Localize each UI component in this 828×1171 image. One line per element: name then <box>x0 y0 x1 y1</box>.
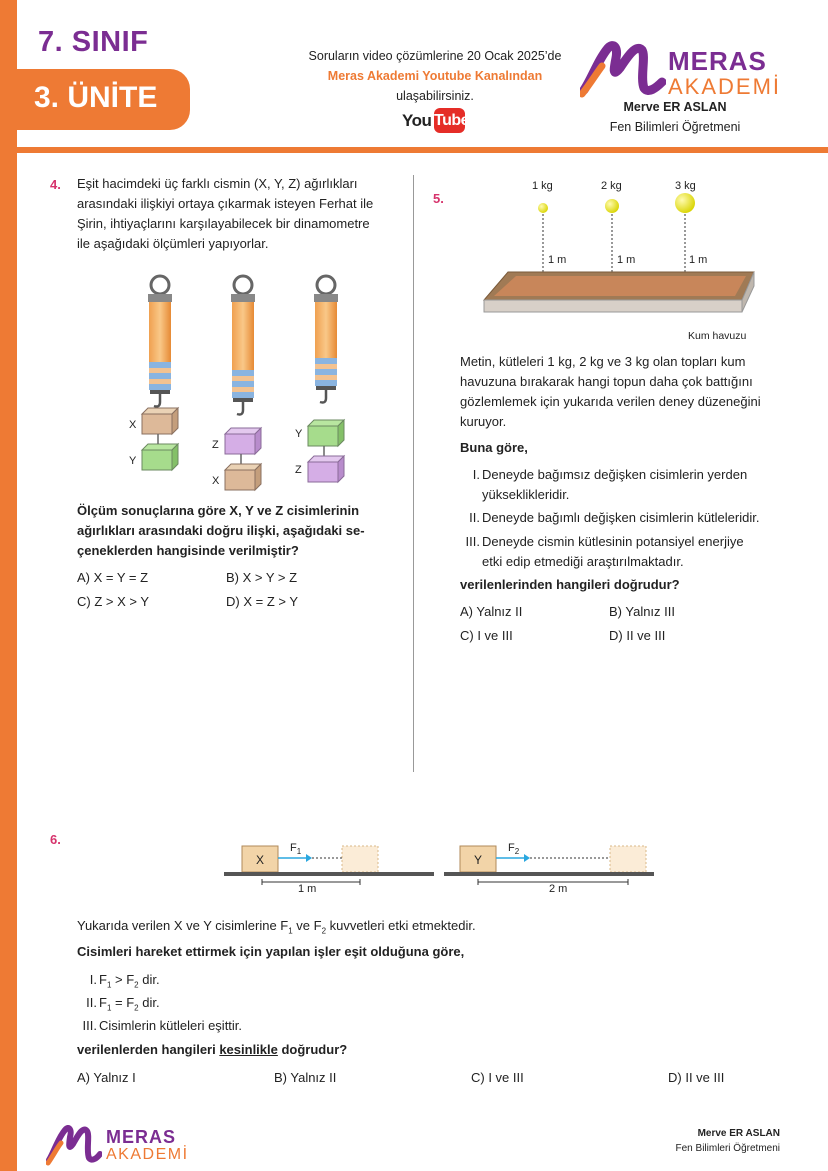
q4-option-d[interactable]: D) X = Z > Y <box>226 594 299 609</box>
meras-m-icon <box>580 38 666 98</box>
q6-s1-op: > F <box>111 972 135 987</box>
q6-s2-f: F <box>99 995 107 1010</box>
meras-logo <box>580 38 780 98</box>
q4-label-y3: Y <box>295 428 303 440</box>
q5-statement-1 <box>482 465 778 505</box>
q6-number: 6. <box>50 832 61 847</box>
q4-question-line: çeneklerden hangisinde verilmiştir? <box>77 543 299 558</box>
q5-statement-line: Deneyde cismin kütlesinin potansiyel enerjiye <box>482 534 744 549</box>
q6-option-b[interactable]: B) Yalnız II <box>274 1070 337 1085</box>
ball-2kg <box>605 199 619 213</box>
sandbox-label: Kum havuzu <box>688 330 747 342</box>
q6-statement-num: III. <box>82 1018 97 1033</box>
q4-question <box>77 501 395 561</box>
q6-s1-tail: dir. <box>138 972 160 987</box>
q6-question-2-part: verilenlerden hangileri <box>77 1042 220 1057</box>
ball-3kg <box>675 193 695 213</box>
q6-statement-1 <box>99 970 160 996</box>
q5-option-c[interactable]: C) I ve III <box>460 628 513 643</box>
distance-1m-label: 1 m <box>298 883 317 895</box>
q6-stem-sub1: 1 <box>288 926 293 936</box>
q4-stem-line: Şirin, ihtiyaçlarını karşılayabilecek bir dinamometre <box>77 216 370 231</box>
video-notice <box>290 46 580 106</box>
q5-statement-line: etki edip etmediği araştırılmaktadır. <box>482 554 684 569</box>
q6-statement-num: I. <box>89 972 97 987</box>
q6-s1-sub: 1 <box>106 980 112 990</box>
q4-question-line: Ölçüm sonuçlarına göre X, Y ve Z cisimlerinin <box>77 503 360 518</box>
q4-dynamometer-figure <box>120 272 360 494</box>
q5-stem-line: gözlemlemek için yukarıda verilen deney düzeneğini <box>460 394 761 409</box>
q5-option-a[interactable]: A) Yalnız II <box>460 604 523 619</box>
unit-tab: 3. ÜNİTE <box>0 69 190 130</box>
footer-logo <box>46 1122 189 1166</box>
header-divider <box>17 147 828 153</box>
q6-statement-3: Cisimlerin kütleleri eşittir. <box>99 1018 243 1033</box>
q4-stem-line: Eşit hacimdeki üç farklı cismin (X, Y, Z) ağırlıkları <box>77 176 358 191</box>
q4-label-y1: Y <box>129 455 137 467</box>
q6-s2-tail: dir. <box>138 995 160 1010</box>
footer-teacher-role: Fen Bilimleri Öğretmeni <box>675 1143 780 1154</box>
q6-option-d[interactable]: D) II ve III <box>668 1070 725 1085</box>
height-label-2: 1 m <box>617 254 636 266</box>
ground <box>444 872 654 876</box>
q4-label-x1: X <box>129 419 137 431</box>
q5-stem-line: kuruyor. <box>460 414 507 429</box>
q5-stem-line: Metin, kütleleri 1 kg, 2 kg ve 3 kg olan topları kum <box>460 354 746 369</box>
q6-option-a[interactable]: A) Yalnız I <box>77 1070 136 1085</box>
q4-label-z2: Z <box>212 439 219 451</box>
block-y-label: Y <box>474 853 483 867</box>
footer-brand-name: MERAS <box>106 1127 177 1147</box>
q6-stem-part: ve F <box>292 918 322 933</box>
q5-number: 5. <box>433 191 444 206</box>
q5-statement-num: II. <box>469 510 480 525</box>
brand-subtitle: AKADEMİ <box>668 74 782 99</box>
q6-s2-sub: 2 <box>134 1003 139 1013</box>
grade-title: 7. SINIF <box>38 26 149 58</box>
q4-stem-line: ile aşağıdaki ölçümleri yapıyorlar. <box>77 236 269 251</box>
teacher-role: Fen Bilimleri Öğretmeni <box>609 120 741 134</box>
q6-question-1: Cisimleri hareket ettirmek için yapılan işler eşit olduğuna göre, <box>77 944 465 959</box>
video-notice-channel: Meras Akademi Youtube Kanalından <box>327 69 543 83</box>
block-y-final <box>610 846 646 872</box>
q5-stem <box>460 352 778 432</box>
youtube-logo-you: You <box>402 111 432 130</box>
q4-stem-line: arasındaki ilişkiyi ortaya çıkarmak isteyen Ferhat ile <box>77 196 374 211</box>
ground <box>224 872 434 876</box>
q4-question-line: ağırlıkları arasındaki doğru ilişki, aşağıdaki se- <box>77 523 365 538</box>
q6-question-2 <box>77 1040 347 1060</box>
height-label-1: 1 m <box>548 254 567 266</box>
q6-s2-sub: 1 <box>106 1003 112 1013</box>
q4-label-z3: Z <box>295 464 302 476</box>
q6-question-2-emphasis: kesinlikle <box>219 1042 278 1057</box>
force-f1-label <box>290 838 301 862</box>
q4-option-a[interactable]: A) X = Y = Z <box>77 570 149 585</box>
block-x-final <box>342 846 378 872</box>
q6-s2-op: = F <box>111 995 135 1010</box>
youtube-logo-tube: Tube <box>434 108 465 133</box>
force-f1-symbol: F <box>290 842 297 854</box>
meras-m-icon <box>46 1122 102 1166</box>
block-x-label: X <box>256 853 265 867</box>
q5-statement-num: I. <box>472 467 480 482</box>
q4-number: 4. <box>50 177 61 192</box>
left-accent-stripe <box>0 0 17 1171</box>
column-divider <box>413 175 414 772</box>
q4-option-b[interactable]: B) X > Y > Z <box>226 570 298 585</box>
q5-statement-line: yükseklikleridir. <box>482 487 570 502</box>
ball-1kg <box>538 203 548 213</box>
distance-2m-label: 2 m <box>549 883 568 895</box>
footer-teacher-name: Merve ER ASLAN <box>697 1128 780 1139</box>
video-notice-line1: Soruların video çözümlerine 20 Ocak 2025’de <box>308 49 562 63</box>
q6-stem-part: kuvvetleri etki etmektedir. <box>326 918 476 933</box>
q5-option-d[interactable]: D) II ve III <box>609 628 666 643</box>
q6-statement-2 <box>99 993 160 1019</box>
force-f2-symbol: F <box>508 842 515 854</box>
force-arrowhead-f2 <box>524 854 530 862</box>
force-f1-sub: 1 <box>296 847 302 857</box>
q6-option-c[interactable]: C) I ve III <box>471 1070 524 1085</box>
dynamometer-2 <box>225 276 261 490</box>
height-label-3: 1 m <box>689 254 708 266</box>
dynamometer-1 <box>142 276 178 470</box>
q4-stem <box>77 174 395 254</box>
q6-statement-num: II. <box>86 995 97 1010</box>
q5-prompt: Buna göre, <box>460 440 528 455</box>
q5-statement-num: III. <box>465 534 480 549</box>
footer-brand-subtitle: AKADEMİ <box>106 1146 189 1163</box>
q4-label-x2: X <box>212 475 220 487</box>
sand-surface <box>494 276 746 296</box>
brand-name: MERAS <box>668 46 767 76</box>
q6-question-2-part: doğrudur? <box>277 1042 348 1057</box>
q6-s1-f: F <box>99 972 107 987</box>
force-arrowhead-f1 <box>306 854 312 862</box>
sandbox-front <box>484 300 742 312</box>
q5-statement-line: Deneyde bağımsız değişken cisimlerin yerden <box>482 467 748 482</box>
q5-stem-line: havuzuna bırakarak hangi topun daha çok battığını <box>460 374 753 389</box>
q6-stem-sub2: 2 <box>321 926 327 936</box>
dynamometer-3 <box>308 276 344 482</box>
q6-stem-part: Yukarıda verilen X ve Y cisimlerine F <box>77 918 289 933</box>
teacher-name: Merve ER ASLAN <box>623 100 727 114</box>
ball-label-3kg: 3 kg <box>675 180 696 192</box>
ball-label-1kg: 1 kg <box>532 180 553 192</box>
q5-question: verilenlerinden hangileri doğrudur? <box>460 577 680 592</box>
q5-option-b[interactable]: B) Yalnız III <box>609 604 675 619</box>
q6-s1-sub: 2 <box>134 980 139 990</box>
q5-statement-3 <box>482 532 778 572</box>
force-f2-sub: 2 <box>514 847 520 857</box>
q6-stem <box>77 916 476 942</box>
q6-figure-1 <box>222 838 436 898</box>
force-f2-label <box>508 838 519 862</box>
q5-statement-2: Deneyde bağımlı değişken cisimlerin kütleleridir. <box>482 510 760 525</box>
q4-option-c[interactable]: C) Z > X > Y <box>77 594 150 609</box>
ball-label-2kg: 2 kg <box>601 180 622 192</box>
video-notice-line3: ulaşabilirsiniz. <box>396 89 474 103</box>
